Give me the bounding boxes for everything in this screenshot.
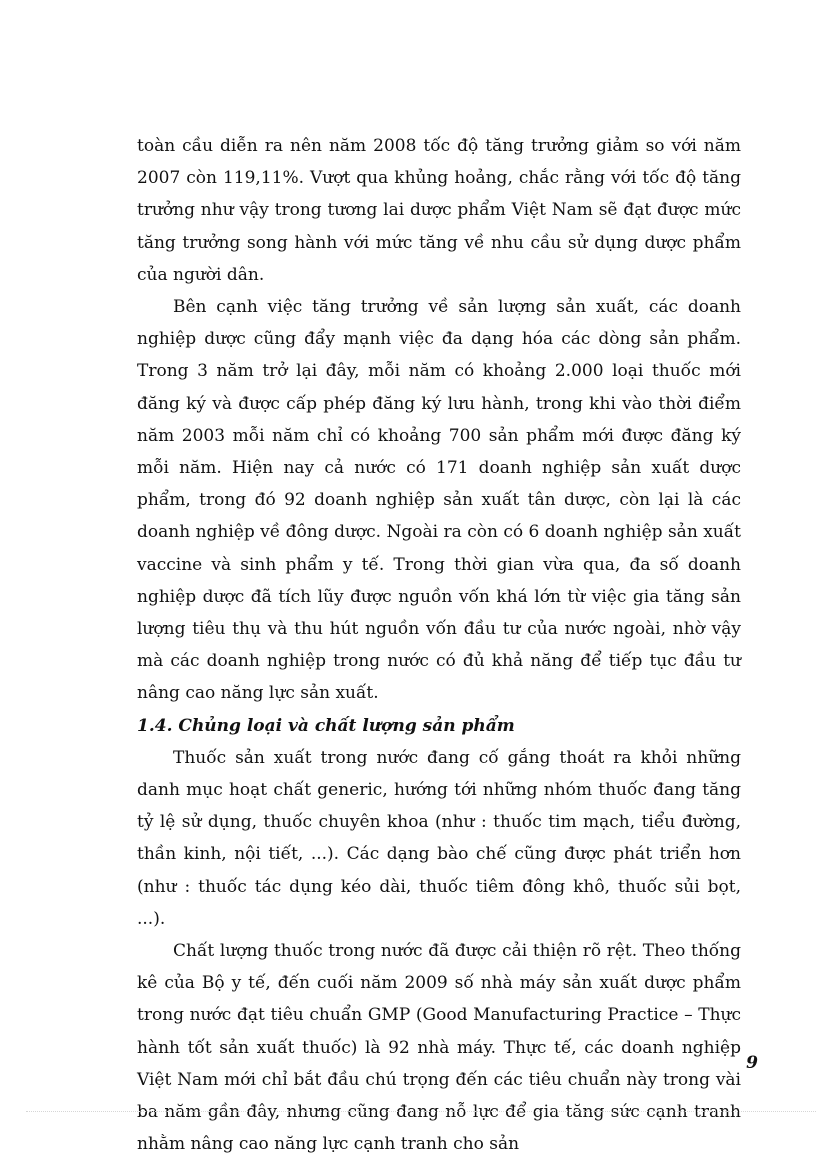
section-heading: 1.4. Chủng loại và chất lượng sản phẩm [137, 715, 515, 736]
paragraph-product-types: Thuốc sản xuất trong nước đang cố gắng thoát ra khỏi những danh mục hoạt chất generic, hướng tới những nhóm thuốc đang tăng tỷ lệ sử dụng, thuốc chuyên khoa (như : thuốc tim mạch, tiểu đường, thần kinh, nội tiết, ...). Các dạng bào chế cũng được phát triển hơn (như : thuốc tác dụng kéo dài, thuốc tiêm đông khô, thuốc sủi bọt, ...). [137, 747, 741, 929]
paragraph-product-diversification: Bên cạnh việc tăng trưởng về sản lượng sản xuất, các doanh nghiệp dược cũng đẩy mạnh việc đa dạng hóa các dòng sản phẩm. Trong 3 năm trở lại đây, mỗi năm có khoảng 2.000 loại thuốc mới đăng ký và được cấp phép đăng ký lưu hành, trong khi vào thời điểm năm 2003 mỗi năm chỉ có khoảng 700 sản phẩm mới được đăng ký mỗi năm. Hiện nay cả nước có 171 doanh nghiệp sản xuất dược phẩm, trong đó 92 doanh nghiệp sản xuất tân dược, còn lại là các doanh nghiệp về đông dược. Ngoài ra còn có 6 doanh nghiệp sản xuất vaccine và sinh phẩm y tế. Trong thời gian vừa qua, đa số doanh nghiệp dược đã tích lũy được nguồn vốn khá lớn từ việc gia tăng sản lượng tiêu thụ và thu hút nguồn vốn đầu tư của nước ngoài, nhờ vậy mà các doanh nghiệp trong nước có đủ khả năng để tiếp tục đầu tư nâng cao năng lực sản xuất. [137, 297, 741, 704]
paragraph-continuation: toàn cầu diễn ra nên năm 2008 tốc độ tăng trưởng giảm so với năm 2007 còn 119,11%. Vượt qua khủng hoảng, chắc rằng với tốc độ tăng trưởng như vậy trong tương lai dược phẩm Việt Nam sẽ đạt được mức tăng trưởng song hành với mức tăng về nhu cầu sử dụng dược phẩm của người dân. [137, 136, 741, 285]
paragraph-quality: Chất lượng thuốc trong nước đã được cải thiện rõ rệt. Theo thống kê của Bộ y tế, đến cuối năm 2009 số nhà máy sản xuất dược phẩm trong nước đạt tiêu chuẩn GMP (Good Manufacturing Practice – Thực hành tốt sản xuất thuốc) là 92 nhà máy. Thực tế, các doanh nghiệp Việt Nam mới chỉ bắt đầu chú trọng đến các tiêu chuẩn này trong vài ba năm gần đây, nhưng cũng đang nỗ lực để gia tăng sức cạnh tranh nhằm nâng cao năng lực cạnh tranh cho sản [137, 941, 741, 1155]
page-number: 9 [746, 1053, 758, 1073]
page-bottom-divider [26, 1111, 816, 1112]
body-text [137, 130, 741, 1161]
